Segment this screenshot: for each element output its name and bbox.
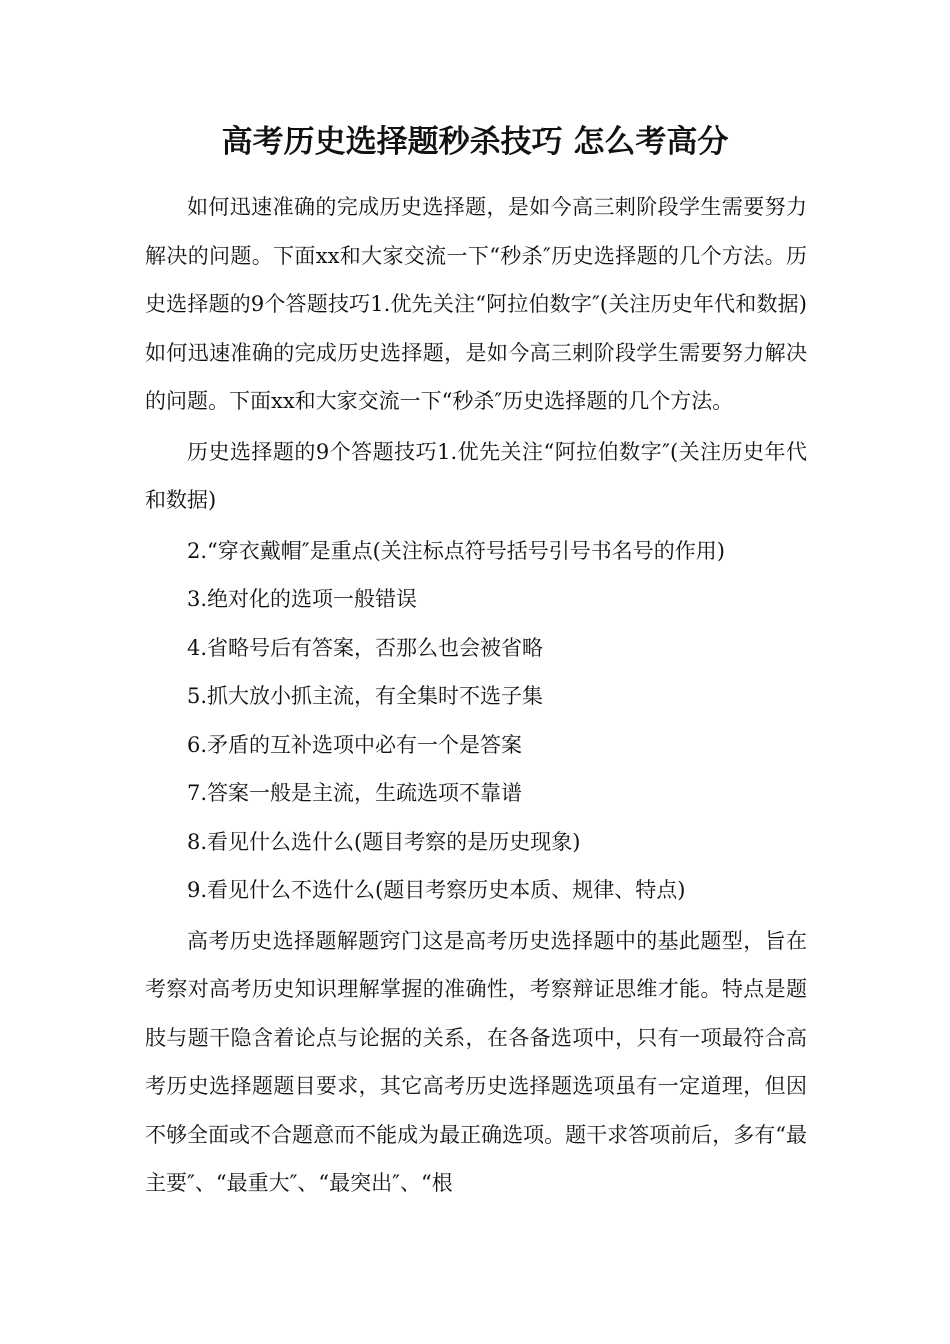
list-item-tip-5: 5.抓大放小抓主流，有全集时不选子集 (187, 684, 544, 708)
list-item-tip-9: 9.看见什么不选什么(题目考察历史本质、规律、特点) (187, 878, 686, 902)
document-body (145, 183, 807, 1208)
list-item-tip-3: 3.绝对化的选项一般错误 (187, 587, 418, 611)
paragraph-tips-heading: 历史选择题的9个答题技巧1.优先关注“阿拉伯数字″(关注历史年代和数据) (145, 439, 807, 512)
document-title: 高考历史选择题秒杀技巧 怎么考高分 (221, 124, 729, 160)
list-item-tip-2: 2.“穿衣戴帽″是重点(关注标点符号括号引号书名号的作用) (187, 538, 725, 563)
paragraph-closing: 高考历史选择题解题窍门这是高考历史选择题中的基此题型，旨在考察对高考历史知识理解掌握的准确性，考察辩证思维才能。特点是题肢与题干隐含着论点与论据的关系，在各备选项中，只有一项最符合高考历史选择题题目要求，其它高考历史选择题选项虽有一定道理，但因不够全面或不合题意而不能成为最正确选项。题干求答项前后，多有“最主要″、“最重大″、“最突出″、“根 (145, 928, 807, 1195)
list-item-tip-6: 6.矛盾的互补选项中必有一个是答案 (187, 732, 523, 757)
list-item-tip-8: 8.看见什么选什么(题目考察的是历史现象) (187, 829, 581, 854)
list-item-tip-4: 4.省略号后有答案，否那么也会被省略 (187, 635, 544, 660)
list-item-tip-7: 7.答案一般是主流，生疏选项不靠谱 (187, 781, 523, 805)
paragraph-intro: 如何迅速准确的完成历史选择题，是如今高三剌阶段学生需要努力解决的问题。下面xx和大家交流一下“秒杀″历史选择题的几个方法。历史选择题的9个答题技巧1.优先关注“阿拉伯数字″(关注历史年代和数据)如何迅速准确的完成历史选择题，是如今高三剌阶段学生需要努力解决的问题。下面xx和大家交流一下“秒杀″历史选择题的几个方法。 (145, 195, 807, 413)
